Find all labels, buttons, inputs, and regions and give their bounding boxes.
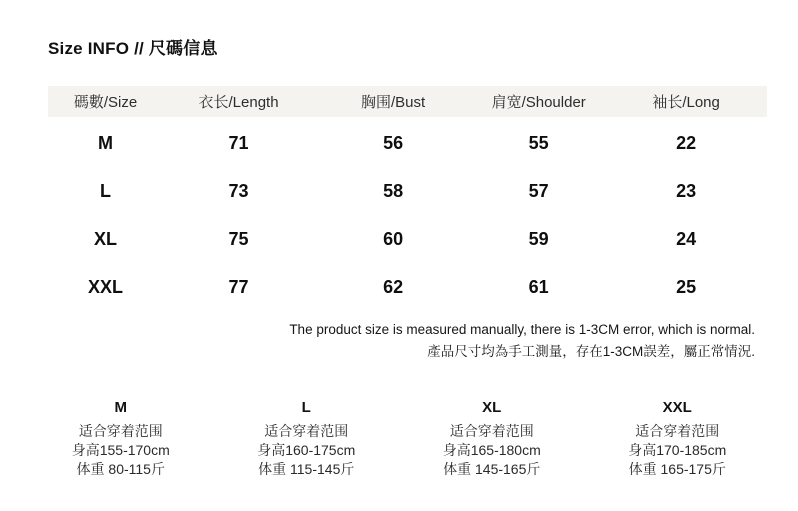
size-cell: XL bbox=[94, 229, 118, 249]
fit-column-m bbox=[28, 399, 214, 479]
fit-size-label: XXL bbox=[662, 399, 692, 416]
value-cell: 22 bbox=[676, 133, 697, 153]
value-cell: 56 bbox=[383, 133, 404, 153]
fit-size-label: L bbox=[301, 399, 311, 416]
fit-weight-range: 体重 145-165斤 bbox=[443, 461, 541, 477]
value-cell: 61 bbox=[528, 277, 549, 297]
size-cell: M bbox=[98, 133, 114, 153]
fit-size-label: M bbox=[114, 399, 127, 416]
fit-range-label: 适合穿着范围 bbox=[635, 423, 720, 439]
fit-column-xl bbox=[399, 399, 585, 479]
header-cell-long: 袖长/Long bbox=[605, 86, 767, 117]
size-cell: XXL bbox=[88, 277, 124, 297]
disclaimer-line-en: The product size is measured manually, there is 1-3CM error, which is normal. bbox=[289, 322, 755, 337]
value-cell: 23 bbox=[676, 181, 697, 201]
fit-height-range: 身高160-175cm bbox=[257, 442, 356, 458]
fit-weight-range: 体重 115-145斤 bbox=[258, 461, 355, 477]
value-cell: 62 bbox=[383, 277, 404, 297]
fit-range-label: 适合穿着范围 bbox=[264, 423, 349, 439]
value-cell: 25 bbox=[676, 277, 697, 297]
value-cell: 59 bbox=[528, 229, 549, 249]
value-cell: 24 bbox=[676, 229, 697, 249]
value-cell: 57 bbox=[528, 181, 549, 201]
measurement-disclaimer bbox=[36, 319, 755, 363]
value-cell: 71 bbox=[228, 133, 249, 153]
fit-range-label: 适合穿着范围 bbox=[449, 423, 534, 439]
header-cell-bust: 胸围/Bust bbox=[314, 86, 472, 117]
value-cell: 55 bbox=[528, 133, 549, 153]
fit-weight-range: 体重 80-115斤 bbox=[76, 461, 165, 477]
size-cell: L bbox=[100, 181, 112, 201]
table-row bbox=[48, 261, 767, 309]
fit-height-range: 身高170-185cm bbox=[628, 442, 727, 458]
fit-column-xxl bbox=[585, 399, 771, 479]
page-title: Size INFO // 尺碼信息 bbox=[48, 39, 218, 58]
value-cell: 75 bbox=[228, 229, 249, 249]
header-cell-size: 碼數/Size bbox=[48, 86, 163, 117]
table-row bbox=[48, 165, 767, 213]
size-table-header-row bbox=[48, 86, 767, 117]
header-cell-shoulder: 肩宽/Shoulder bbox=[472, 86, 605, 117]
fit-weight-range: 体重 165-175斤 bbox=[628, 461, 726, 477]
fit-size-label: XL bbox=[482, 399, 502, 416]
fit-height-range: 身高165-180cm bbox=[442, 442, 541, 458]
fit-range-label: 适合穿着范围 bbox=[78, 423, 163, 439]
value-cell: 58 bbox=[383, 181, 404, 201]
disclaimer-line-zh: 產品尺寸均為手工測量，存在1-3CM誤差，屬正常情況. bbox=[427, 344, 755, 359]
fit-guide bbox=[28, 399, 770, 479]
table-row bbox=[48, 213, 767, 261]
header-cell-length: 衣长/Length bbox=[163, 86, 314, 117]
value-cell: 60 bbox=[383, 229, 404, 249]
size-table bbox=[48, 86, 767, 309]
value-cell: 73 bbox=[228, 181, 249, 201]
value-cell: 77 bbox=[228, 277, 249, 297]
table-row bbox=[48, 117, 767, 165]
fit-height-range: 身高155-170cm bbox=[71, 442, 170, 458]
fit-column-l bbox=[214, 399, 400, 479]
